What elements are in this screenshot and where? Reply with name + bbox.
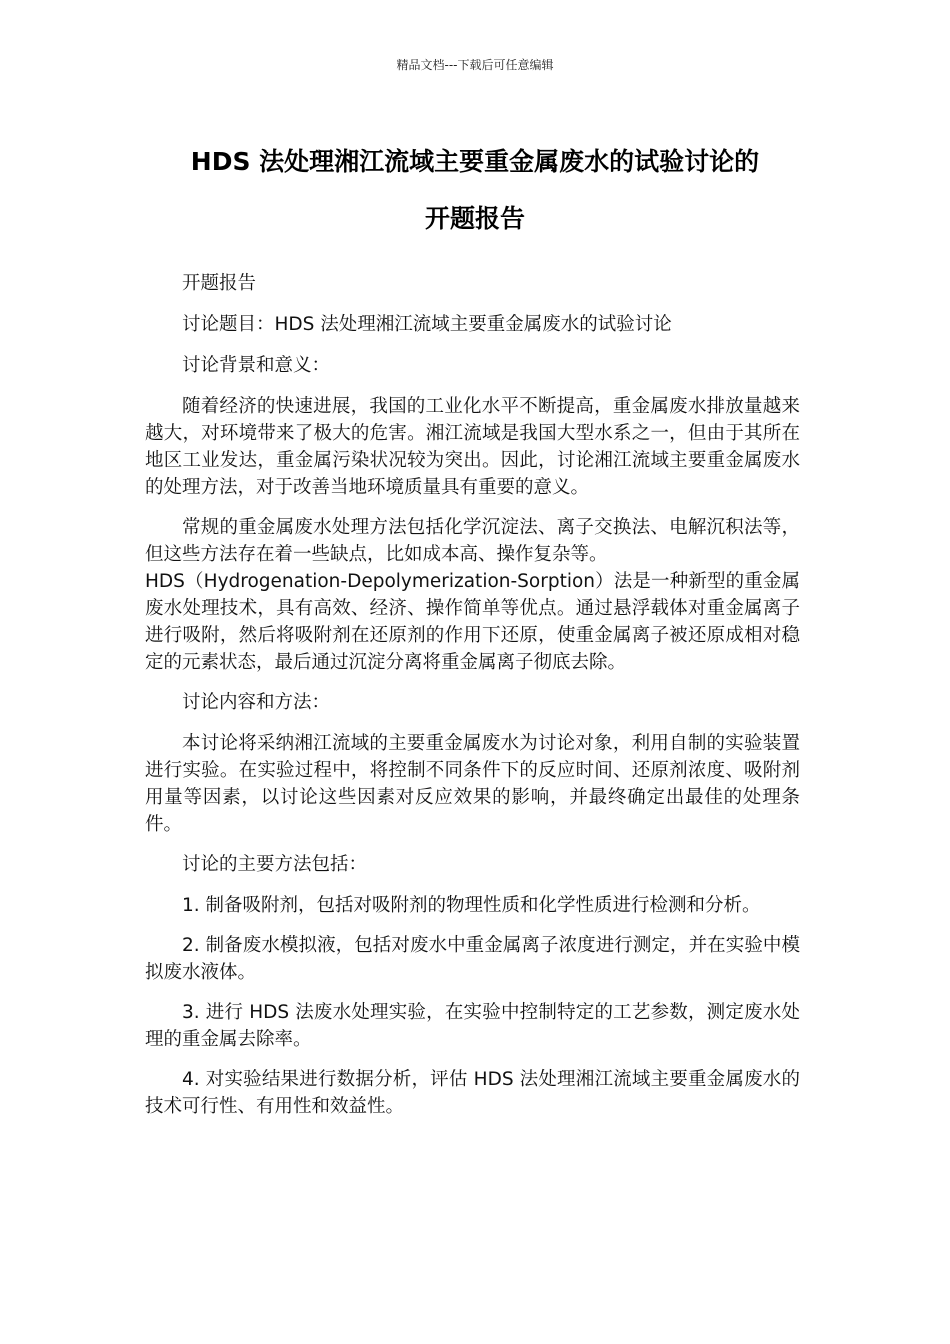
page-header: 精品文档---下载后可任意编辑 <box>396 58 554 72</box>
topic-line: 讨论题目：HDS 法处理湘江流域主要重金属废水的试验讨论 <box>182 314 672 335</box>
section-heading-main-methods: 讨论的主要方法包括： <box>182 854 368 875</box>
list-item-method-2: 2. 制备废水模拟液，包括对废水中重金属离子浓度进行测定，并在实验中模拟废水液体。 <box>145 935 800 983</box>
list-item-method-3: 3. 进行 HDS 法废水处理实验，在实验中控制特定的工艺参数，测定废水处理的重金属去除率。 <box>145 1002 800 1050</box>
paragraph-background: 随着经济的快速进展，我国的工业化水平不断提高，重金属废水排放量越来越大，对环境带来了极大的危害。湘江流域是我国大型水系之一，但由于其所在地区工业发达，重金属污染状况较为突出。因此，讨论湘江流域主要重金属废水的处理方法，对于改善当地环境质量具有重要的意义。 <box>145 396 800 498</box>
paragraph-hds-intro: HDS（Hydrogenation-Depolymerization-Sorption）法是一种新型的重金属废水处理技术，具有高效、经济、操作简单等优点。通过悬浮载体对重金属离子进行吸附，然后将吸附剂在还原剂的作用下还原，使重金属离子被还原成相对稳定的元素状态，最后通过沉淀分离将重金属离子彻底去除。 <box>145 571 800 673</box>
section-heading-background: 讨论背景和意义： <box>182 355 331 376</box>
document-title <box>120 133 830 247</box>
paragraph-study-plan: 本讨论将采纳湘江流域的主要重金属废水为讨论对象，利用自制的实验装置进行实验。在实验过程中，将控制不同条件下的反应时间、还原剂浓度、吸附剂用量等因素，以讨论这些因素对反应效果的影响，并最终确定出最佳的处理条件。 <box>145 733 800 835</box>
list-item-method-1: 1. 制备吸附剂，包括对吸附剂的物理性质和化学性质进行检测和分析。 <box>182 895 761 916</box>
document-body <box>145 270 800 1133</box>
section-heading-content-methods: 讨论内容和方法： <box>182 692 331 713</box>
paragraph-conventional-methods: 常规的重金属废水处理方法包括化学沉淀法、离子交换法、电解沉积法等，但这些方法存在着一些缺点，比如成本高、操作复杂等。 <box>145 517 800 565</box>
title-line-2: 开题报告 <box>424 204 525 233</box>
list-item-method-4: 4. 对实验结果进行数据分析，评估 HDS 法处理湘江流域主要重金属废水的技术可行性、有用性和效益性。 <box>145 1069 800 1117</box>
title-line-1: HDS 法处理湘江流域主要重金属废水的试验讨论的 <box>190 147 760 176</box>
section-label-report: 开题报告 <box>182 273 257 294</box>
